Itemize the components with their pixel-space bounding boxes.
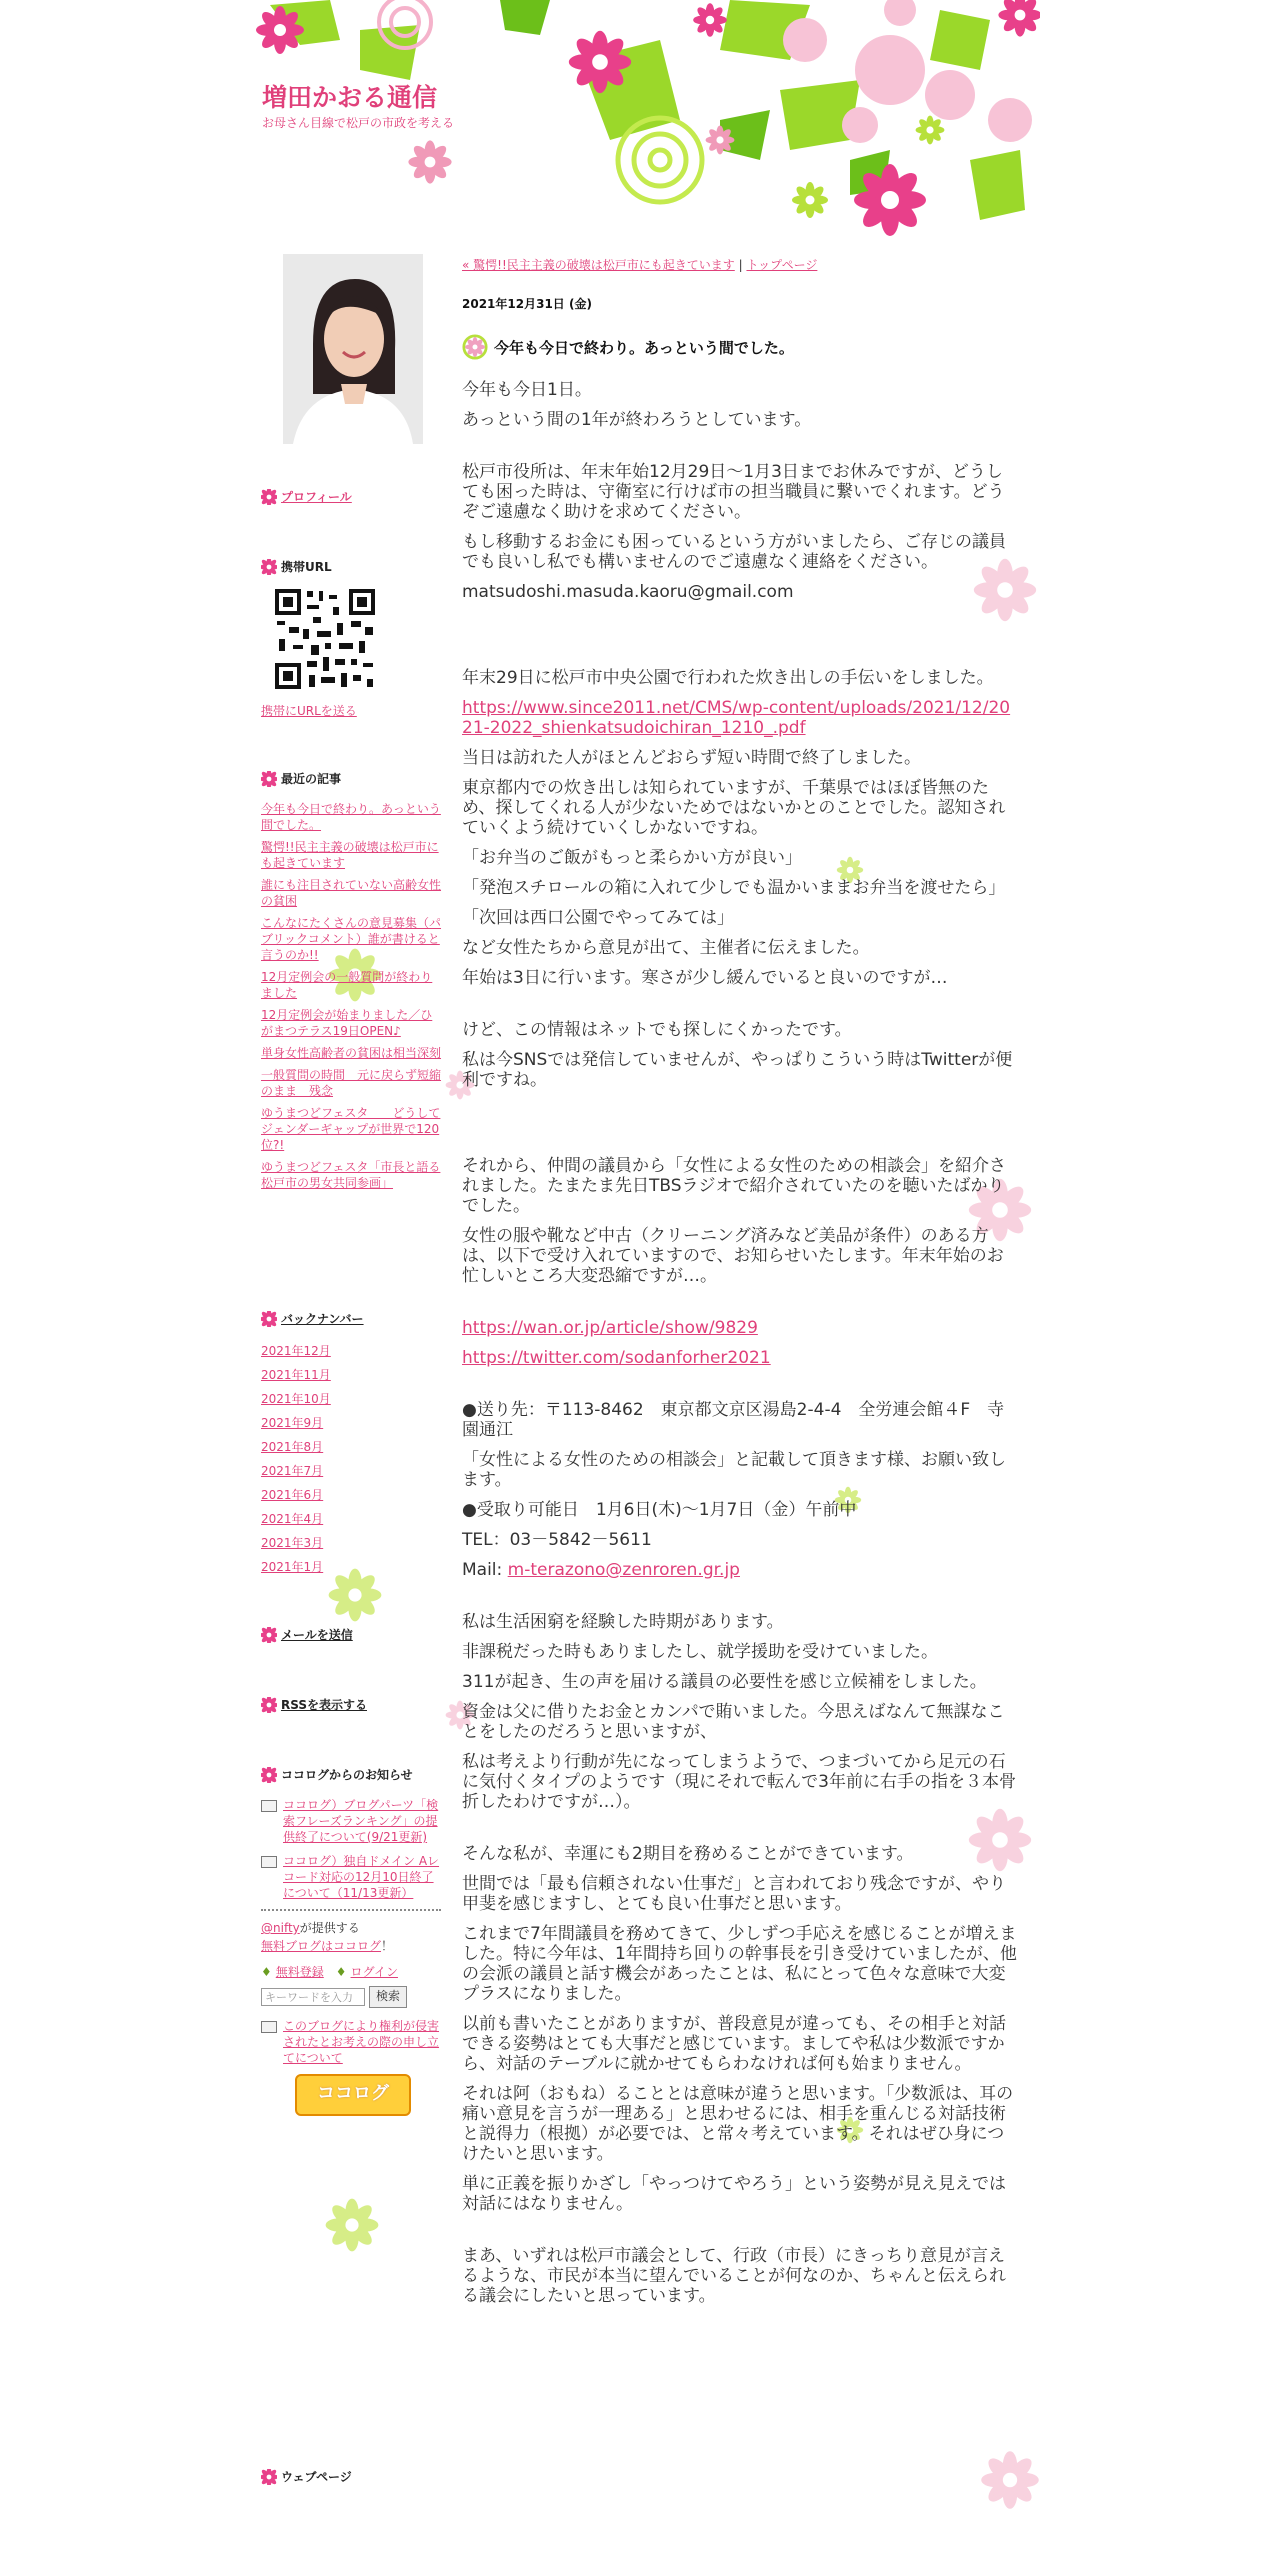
webpage-section — [261, 2468, 441, 2485]
recent-post-link[interactable]: 一般質問の時間 元に戻らず短縮のまま 残念 — [261, 1068, 442, 1098]
profile-link[interactable]: プロフィール — [281, 490, 352, 504]
main-content — [462, 256, 1017, 2316]
recent-post-link[interactable]: こんなにたくさんの意見募集（パブリックコメント）誰が書けると言うのか!! — [261, 916, 442, 962]
mail-prefix: Mail: — [462, 1560, 508, 1580]
recent-posts-list — [261, 801, 441, 1191]
flower-icon — [261, 489, 277, 505]
recent-post-link[interactable]: 12月定例会の一般質問が終わりました — [261, 970, 433, 1000]
news-icon — [261, 2021, 277, 2033]
webpage-heading: ウェブページ — [281, 2470, 352, 2484]
archive-link[interactable]: 2021年10月 — [261, 1392, 331, 1406]
notice-link[interactable]: ココログ）独自ドメイン Aレコード対応の12月10日終了について（11/13更新） — [283, 1854, 440, 1900]
archive-link[interactable]: 2021年1月 — [261, 1560, 324, 1574]
archive-link[interactable]: 2021年9月 — [261, 1416, 324, 1430]
recent-post-link[interactable]: ゆうまつどフェスタ どうしてジェンダーギャップが世界で120位?! — [261, 1106, 441, 1152]
nifty-provider-text: が提供する — [299, 1921, 360, 1935]
paragraph: 世間では「最も信頼されない仕事だ」と言われており残念ですが、やり甲斐を感じますし、とても良い仕事だと思います。 — [462, 1874, 1006, 1914]
recent-post-link[interactable]: 12月定例会が始まりました／ひがまつテラス19日OPEN♪ — [261, 1008, 433, 1038]
profile-photo — [283, 254, 423, 444]
leaf-icon: ♦ — [261, 1964, 272, 1979]
recent-post-link[interactable]: 誰にも注目されていない高齢女性の貧困 — [261, 878, 442, 908]
flower-icon — [261, 1697, 277, 1713]
rss-link[interactable]: RSSを表示する — [281, 1698, 367, 1712]
paragraph: あっという間の1年が終わろうとしています。 — [462, 410, 812, 430]
notice-heading: ココログからのお知らせ — [281, 1768, 413, 1782]
notice-item — [261, 1797, 441, 1845]
post-navigation — [462, 256, 1017, 273]
mail-section — [261, 1626, 441, 1643]
paragraph: もし移動するお金にも困っているという方がいましたら、ご存じの議員でも良いし私でも構いませんのでご遠慮なく連絡をください。 — [462, 532, 1006, 572]
email-text: matsudoshi.masuda.kaoru@gmail.com — [462, 582, 794, 602]
archive-link[interactable]: 2021年7月 — [261, 1464, 324, 1478]
mobile-heading: 携帯URL — [281, 560, 332, 574]
send-url-to-mobile-link[interactable]: 携帯にURLを送る — [261, 704, 357, 718]
nifty-link[interactable]: @nifty — [261, 1921, 300, 1935]
notice-link[interactable]: ココログ）ブログパーツ「検索フレーズランキング」の提供終了について(9/21更新) — [283, 1798, 439, 1844]
rights-report-link[interactable]: このブログにより権利が侵害されたとお考えの際の申し立てについて — [283, 2019, 440, 2065]
support-list-pdf-link[interactable]: https://www.since2011.net/CMS/wp-content/uploads/2021/12/2021-2022_shienkatsudoichiran_1210_.pdf — [462, 698, 1011, 738]
divider — [261, 1909, 441, 1911]
archive-link[interactable]: 2021年11月 — [261, 1368, 331, 1382]
news-icon — [261, 1856, 277, 1868]
twitter-link[interactable]: https://twitter.com/sodanforher2021 — [462, 1348, 771, 1368]
rss-section — [261, 1696, 441, 1713]
recent-post-link[interactable]: 今年も今日で終わり。あっという間でした。 — [261, 802, 441, 832]
key-icon: ♦ — [335, 1964, 347, 1979]
paragraph: 「女性による女性のための相談会」と記載して頂きます様、お願い致します。 — [462, 1450, 1006, 1490]
flower-icon — [261, 1311, 277, 1327]
paragraph: 年始は3日に行います。寒さが少し緩んでいると良いのですが… — [462, 968, 948, 988]
paragraph: 東京都内での炊き出しは知られていますが、千葉県ではほぼ皆無のため、探してくれる人が少ないためではないかとのことでした。認知されていくよう続けていくしかないですね。 — [462, 778, 1006, 838]
site-subtitle: お母さん目線で松戸の市政を考える — [262, 116, 455, 130]
report-item — [261, 2018, 441, 2066]
paragraph: 「次回は西口公園でやってみては」 — [462, 908, 734, 928]
paragraph: ●受取り可能日 1月6日(木)～1月7日（金）午前中 — [462, 1500, 857, 1520]
previous-post-link[interactable]: « 驚愕!!民主主義の破壊は松戸市にも起きています — [462, 258, 735, 272]
recent-post-link[interactable]: ゆうまつどフェスタ「市長と語る松戸市の男女共同参画」 — [261, 1160, 441, 1190]
search-input[interactable]: キーワードを入力 — [261, 1988, 365, 2006]
notice-item — [261, 1853, 441, 1901]
sidebar — [261, 250, 442, 2484]
recent-post-link[interactable]: 単身女性高齢者の貧困は相当深刻 — [261, 1046, 442, 1060]
paragraph: 単に正義を振りかざし「やっつけてやろう」という姿勢が見え見えでは対話にはなりません。 — [462, 2174, 1006, 2214]
free-blog-suffix: ！ — [381, 1939, 394, 1953]
paragraph: など女性たちから意見が出て、主催者に伝えました。 — [462, 938, 870, 958]
paragraph: まあ、いずれは松戸市議会として、行政（市長）にきっちり意見が言えるような、市民が本当に望んでいることが何なのか、ちゃんと伝えられる議会にしたいと思っています。 — [462, 2246, 1006, 2306]
paragraph: これまで7年間議員を務めてきて、少しずつ手応えを感じることが増えました。特に今年は、1年間持ち回りの幹事長を引き受けていましたが、他の会派の議員と話す機会があったことは、私にとって色々な意味で大変プラスになりました。 — [462, 1924, 1017, 2004]
nav-separator: | — [734, 258, 747, 272]
paragraph: TEL：03－5842－5611 — [462, 1530, 652, 1550]
recent-heading: 最近の記事 — [281, 772, 342, 786]
mobile-section — [261, 558, 441, 719]
flower-icon — [261, 771, 277, 787]
paragraph: 私は考えより行動が先になってしまうようで、つまづいてから足元の石に気付くタイプのようです（現にそれで転んで3年前に右手の指を３本骨折したわけですが…）。 — [462, 1752, 1016, 1812]
paragraph: 今年も今日1日。 — [462, 380, 592, 400]
paragraph: 非課税だった時もありましたし、就学援助を受けていました。 — [462, 1642, 938, 1662]
paragraph: 当日は訪れた人がほとんどおらず短い時間で終了しました。 — [462, 748, 921, 768]
qr-code — [273, 587, 377, 691]
backnumber-link[interactable]: バックナンバー — [281, 1312, 364, 1326]
search-form — [261, 1986, 441, 2008]
free-blog-link[interactable]: 無料ブログはココログ — [261, 1939, 382, 1953]
search-button[interactable]: 検索 — [369, 1986, 407, 2008]
wan-article-link[interactable]: https://wan.or.jp/article/show/9829 — [462, 1318, 758, 1338]
paragraph: 私は今SNSでは発信していませんが、やっぱりこういう時はTwitterが便利ですね。 — [462, 1050, 1013, 1090]
archive-link[interactable]: 2021年8月 — [261, 1440, 324, 1454]
paragraph: 資金は父に借りたお金とカンパで賄いました。今思えばなんて無謀なことをしたのだろうと思いますが、 — [462, 1702, 1005, 1742]
paragraph: 年末29日に松戸市中央公園で行われた炊き出しの手伝いをしました。 — [462, 668, 994, 688]
contact-mail-link[interactable]: m-terazono@zenroren.gr.jp — [507, 1560, 740, 1580]
flower-icon — [261, 2469, 277, 2485]
cocolog-logo[interactable]: ココログ — [295, 2074, 411, 2116]
register-link[interactable]: 無料登録 — [275, 1965, 324, 1979]
site-title[interactable]: 増田かおる通信 — [262, 83, 438, 112]
recent-post-link[interactable]: 驚愕!!民主主義の破壊は松戸市にも起きています — [261, 840, 439, 870]
news-icon — [261, 1800, 277, 1812]
flower-icon — [261, 559, 277, 575]
paragraph: 311が起き、生の声を届ける議員の必要性を感じ立候補をしました。 — [462, 1672, 987, 1692]
paragraph: そんな私が、幸運にも2期目を務めることができています。 — [462, 1844, 914, 1864]
paragraph: 私は生活困窮を経験した時期があります。 — [462, 1612, 784, 1632]
recent-posts-section — [261, 770, 441, 1197]
paragraph: 「お弁当のご飯がもっと柔らかい方が良い」 — [462, 848, 802, 868]
archive-link[interactable]: 2021年6月 — [261, 1488, 324, 1502]
archive-link[interactable]: 2021年4月 — [261, 1512, 324, 1526]
profile-section — [261, 488, 441, 505]
paragraph: それは阿（おもね）ることとは意味が違うと思います。「少数派は、耳の痛い意見を言うが一理ある」と思わせるには、相手を重んじる対話技術と説得力（根拠）が必要では、と常々考えています。それはぜひ身につけたいと思います。 — [462, 2084, 1014, 2164]
post-title[interactable]: 今年も今日で終わり。あっという間でした。 — [494, 338, 794, 357]
archive-list — [261, 1343, 441, 1575]
paragraph: 松戸市役所は、年末年始12月29日〜1月3日までお休みですが、どうしても困った時は、守衛室に行けば市の担当職員に繋いでくれます。どうぞご遠慮なく助けを求めてください。 — [462, 462, 1005, 522]
flower-icon — [261, 1767, 277, 1783]
backnumber-section — [261, 1310, 441, 1583]
cocolog-notice-section — [261, 1766, 441, 2116]
archive-link[interactable]: 2021年12月 — [261, 1344, 331, 1358]
paragraph: それから、仲間の議員から「女性による女性のための相談会」を紹介されました。たまたま先日TBSラジオで紹介されていたのを聴いたばかりでした。 — [462, 1156, 1006, 1216]
send-mail-link[interactable]: メールを送信 — [281, 1628, 353, 1642]
post-body — [462, 380, 1017, 2306]
post-title-row — [462, 334, 1017, 360]
flower-icon — [462, 334, 488, 360]
top-page-link[interactable]: トップページ — [746, 258, 818, 272]
post-date: 2021年12月31日 (金) — [462, 297, 592, 311]
login-link[interactable]: ログイン — [350, 1965, 398, 1979]
paragraph: 女性の服や靴など中古（クリーニング済みなど美品が条件）のある方は、以下で受け入れていますので、お知らせいたします。年末年始のお忙しいところ大変恐縮ですが…。 — [462, 1226, 1004, 1286]
paragraph: けど、この情報はネットでも探しにくかったです。 — [462, 1020, 852, 1040]
paragraph: 以前も書いたことがありますが、普段意見が違っても、その相手と対話できる姿勢はとても大事だと感じています。ましてや私は少数派ですから、対話のテーブルに就かせてもらわなければ何も始まりません。 — [462, 2014, 1006, 2074]
flower-icon — [261, 1627, 277, 1643]
paragraph: 「発泡スチロールの箱に入れて少しでも温かいままお弁当を渡せたら」 — [462, 878, 1006, 898]
paragraph: ●送り先：〒113-8462 東京都文京区湯島2-4-4 全労連会館４F 寺園通江 — [462, 1400, 1005, 1440]
archive-link[interactable]: 2021年3月 — [261, 1536, 324, 1550]
